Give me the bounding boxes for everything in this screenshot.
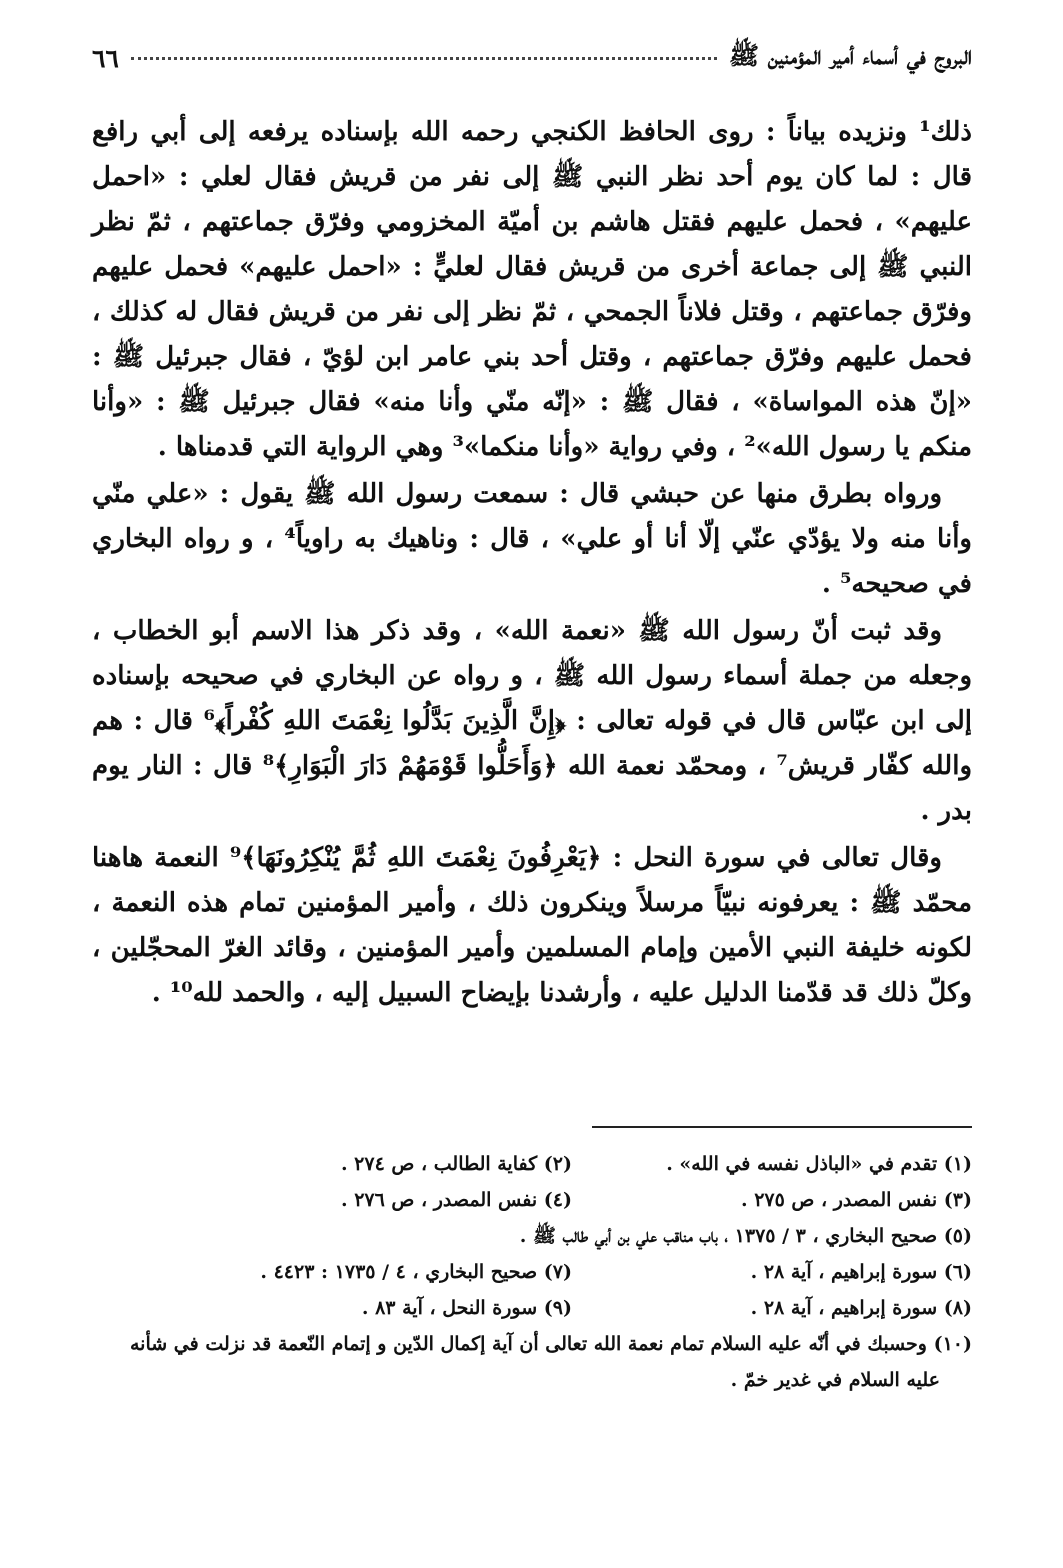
footnote-3: (٣) نفس المصدر ، ص ٢٧٥ . bbox=[740, 1189, 972, 1211]
paragraph-4: وقال تعالى في سورة النحل : ﴿يَعْرِفُونَ نِعْمَتَ اللهِ ثُمَّ يُنْكِرُونَهَا﴾⁹ النعمة هاهنا محمّد ﷺ : يعرفونه نبيّاً مرسلاً وينكرون ذلك ، وأمير المؤمنين تمام هذه النعمة ، لكونه خليفة النبي الأمين وإمام المسلمين وأمير المؤمنين ، وقائد الغرّ المحجّلين ، وكلّ ذلك قد قدّمنا الدليل عليه ، وأرشدنا بإيضاح السبيل إليه ، والحمد لله¹⁰ . bbox=[92, 843, 972, 1008]
paragraph-3: وقد ثبت أنّ رسول الله ﷺ «نعمة الله» ، وقد ذكر هذا الاسم أبو الخطاب ، وجعله من جملة أسماء رسول الله ﷺ ، و رواه عن البخاري في صحيحه بإسناده إلى ابن عبّاس قال في قوله تعالى : ﴿إِنَّ الَّذِينَ بَدَّلُوا نِعْمَتَ اللهِ كُفْراً﴾⁶ قال : هم والله كفّار قريش⁷ ، ومحمّد نعمة الله ﴿وَأَحَلُّوا قَوْمَهُمْ دَارَ الْبَوَارِ﴾⁸ قال : النار يوم بدر . bbox=[92, 616, 972, 826]
main-text bbox=[92, 110, 972, 1016]
paragraph-1: ذلك¹ ونزيده بياناً : روى الحافظ الكنجي رحمه الله بإسناده يرفعه إلى أبي رافع قال : لما كان يوم أحد نظر النبي ﷺ إلى نفر من قريش فقال لعلي : «احمل عليهم» ، فحمل عليهم فقتل هاشم بن أميّة المخزومي وفرّق جماعتهم ، ثمّ نظر النبي ﷺ إلى جماعة أخرى من قريش فقال لعليٍّ : «احمل عليهم» فحمل عليهم وفرّق جماعتهم ، وقتل فلاناً الجمحي ، ثمّ نظر إلى نفر من قريش فقال له كذلك ، فحمل عليهم وفرّق جماعتهم ، وقتل أحد بني عامر ابن لؤيّ ، فقال جبرئيل ﷺ : «إنّ هذه المواساة» ، فقال ﷺ : «إنّه منّي وأنا منه» فقال جبرئيل ﷺ : «وأنا منكم يا رسول الله»² ، وفي رواية «وأنا منكما»³ وهي الرواية التي قدمناها . bbox=[92, 117, 972, 462]
footnote-row bbox=[92, 1290, 972, 1326]
footnote-10-continuation: عليه السلام في غدير خمّ . bbox=[730, 1369, 940, 1391]
footnote-5: (٥) صحيح البخاري ، ٣ / ١٣٧٥ ، باب مناقب علي بن أبي طالب ﷺ . bbox=[519, 1225, 972, 1247]
footnote-7: (٧) صحيح البخاري ، ٤ / ١٧٣٥ : ٤٤٢٣ . bbox=[260, 1261, 572, 1283]
footnote-row bbox=[92, 1254, 972, 1290]
footnote-8: (٨) سورة إبراهيم ، آية ٢٨ . bbox=[750, 1297, 972, 1319]
footnote-4: (٤) نفس المصدر ، ص ٢٧٦ . bbox=[340, 1189, 572, 1211]
header-dotted-leader bbox=[131, 57, 717, 60]
footnote-separator bbox=[592, 1126, 972, 1128]
footnote-6: (٦) سورة إبراهيم ، آية ٢٨ . bbox=[750, 1261, 972, 1283]
running-title: البروج في أسماء أمير المؤمنين ﷺ bbox=[728, 40, 972, 70]
footnote-row bbox=[92, 1182, 972, 1218]
book-page bbox=[92, 34, 972, 1398]
footnotes bbox=[92, 1146, 972, 1398]
paragraph-2: ورواه بطرق منها عن حبشي قال : سمعت رسول الله ﷺ يقول : «علي منّي وأنا منه ولا يؤدّي عنّي إلّا أنا أو علي» ، قال : وناهيك به راوياً⁴ ، و رواه البخاري في صحيحه⁵ . bbox=[92, 479, 972, 599]
footnote-10: (١٠) وحسبك في أنّه عليه السلام تمام نعمة الله تعالى أن آية إكمال الدّين و إتمام النّعمة قد نزلت في شأنه bbox=[130, 1333, 972, 1355]
footnote-2: (٢) كفاية الطالب ، ص ٢٧٤ . bbox=[340, 1153, 572, 1175]
footnote-row bbox=[92, 1146, 972, 1182]
footnote-9: (٩) سورة النحل ، آية ٨٣ . bbox=[361, 1297, 572, 1319]
page-header bbox=[92, 34, 972, 82]
footnote-1: (١) تقدم في «الباذل نفسه في الله» . bbox=[666, 1153, 972, 1175]
page-number: ٦٦ bbox=[92, 43, 119, 73]
